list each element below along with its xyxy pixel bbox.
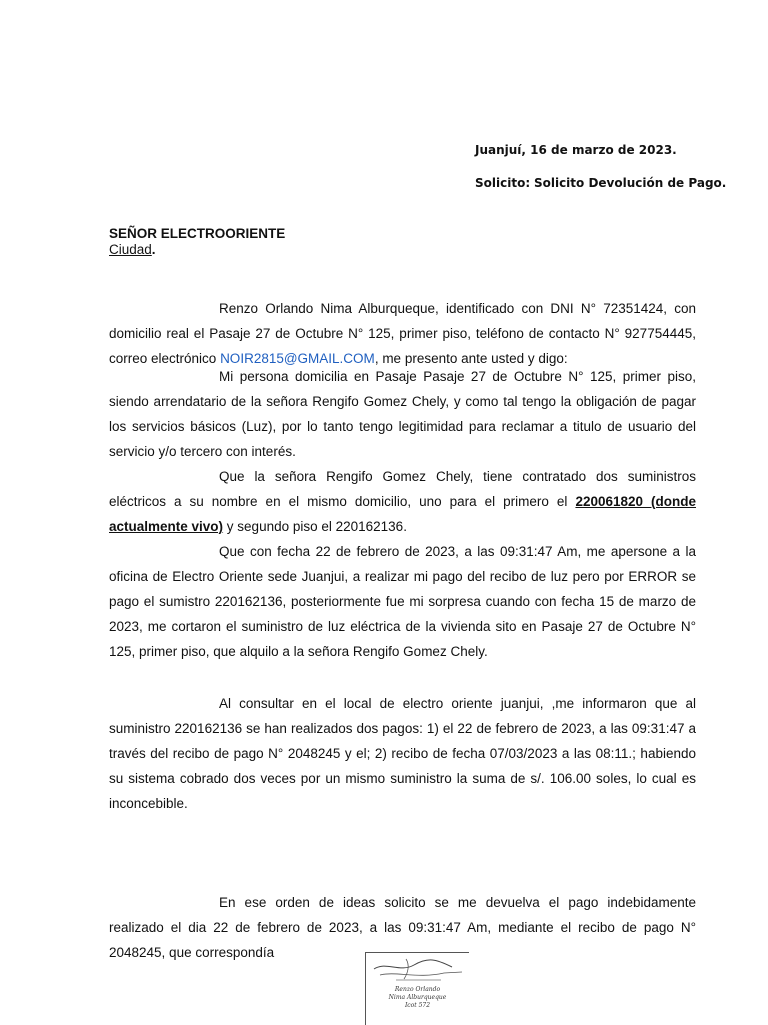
subject-label: Solicito:	[475, 176, 531, 190]
signature-text	[366, 986, 469, 1010]
signature-line-2: Nima Alburqueque	[388, 994, 447, 1001]
p2-text: Mi persona domicilia en Pasaje Pasaje 27 de Octubre N° 125, primer piso, siendo arrendatario de la señora Rengifo Gomez Chely, y como tal tengo la obligación de pagar los servicios básicos (Luz), por lo tanto tengo legitimidad para reclamar a titulo de usuario del servicio y/o tercero con interés.	[109, 369, 696, 459]
addressee-block	[109, 226, 285, 258]
addressee-city-line	[109, 242, 285, 258]
email-link[interactable]: NOIR2815@GMAIL.COM	[220, 351, 375, 366]
p1-text-b: , me presento ante usted y digo:	[374, 351, 568, 366]
addressee-name: SEÑOR ELECTROORIENTE	[109, 226, 286, 241]
signature-stamp	[365, 952, 469, 1025]
subject-line	[475, 176, 726, 190]
signature-line-3: Icot 572	[404, 1002, 431, 1009]
addressee-city-punct: .	[151, 242, 156, 257]
paragraph-supplies	[109, 464, 696, 539]
p1-text-a: Renzo Orlando Nima Alburqueque, identificado con DNI N° 72351424, con domicilio real el Pasaje 27 de Octubre N° 125, primer piso, teléfono de contacto N° 927754445, correo electrónico	[109, 301, 696, 366]
subject-text: Solicito Devolución de Pago.	[533, 176, 727, 190]
paragraph-payment-error	[109, 539, 696, 664]
addressee-city: Ciudad	[109, 242, 152, 257]
signature-scribble	[366, 953, 469, 987]
signature-line-1: Renzo Orlando	[394, 986, 441, 993]
paragraph-consultation	[109, 691, 696, 816]
date-line: Juanjuí, 16 de marzo de 2023.	[475, 143, 677, 157]
p6-text: En ese orden de ideas solicito se me devuelva el pago indebidamente realizado el dia 22 de febrero de 2023, a las 09:31:47 Am, mediante el recibo de pago N° 2048245, que correspondía	[109, 895, 696, 960]
p5-text: Al consultar en el local de electro oriente juanjui, ,me informaron que al suministro 220162136 se han realizados dos pagos: 1) el 22 de febrero de 2023, a las 09:31:47 a través del recibo de pago N° 2048245 y el; 2) recibo de fecha 07/03/2023 a las 08:11.; habiendo su sistema cobrado dos veces por un mismo suministro la suma de s/. 106.00 soles, lo cual es inconcebible.	[109, 696, 696, 811]
paragraph-identification	[109, 296, 696, 371]
paragraph-residence	[109, 364, 696, 464]
p3-text-b: y segundo piso el 220162136.	[223, 519, 407, 534]
p3-emphasis: 220061820 (donde actualmente vivo)	[109, 494, 696, 534]
p3-text-a: Que la señora Rengifo Gomez Chely, tiene contratado dos suministros eléctricos a su nombre en el mismo domicilio, uno para el primero el	[109, 469, 696, 509]
p4-text: Que con fecha 22 de febrero de 2023, a las 09:31:47 Am, me apersone a la oficina de Electro Oriente sede Juanjui, a realizar mi pago del recibo de luz pero por ERROR se pago el sumistro 220162136, posteriormente fue mi sorpresa cuando con fecha 15 de marzo de 2023, me cortaron el suministro de luz eléctrica de la vivienda sito en Pasaje 27 de Octubre N° 125, primer piso, que alquilo a la señora Rengifo Gomez Chely.	[109, 544, 696, 659]
